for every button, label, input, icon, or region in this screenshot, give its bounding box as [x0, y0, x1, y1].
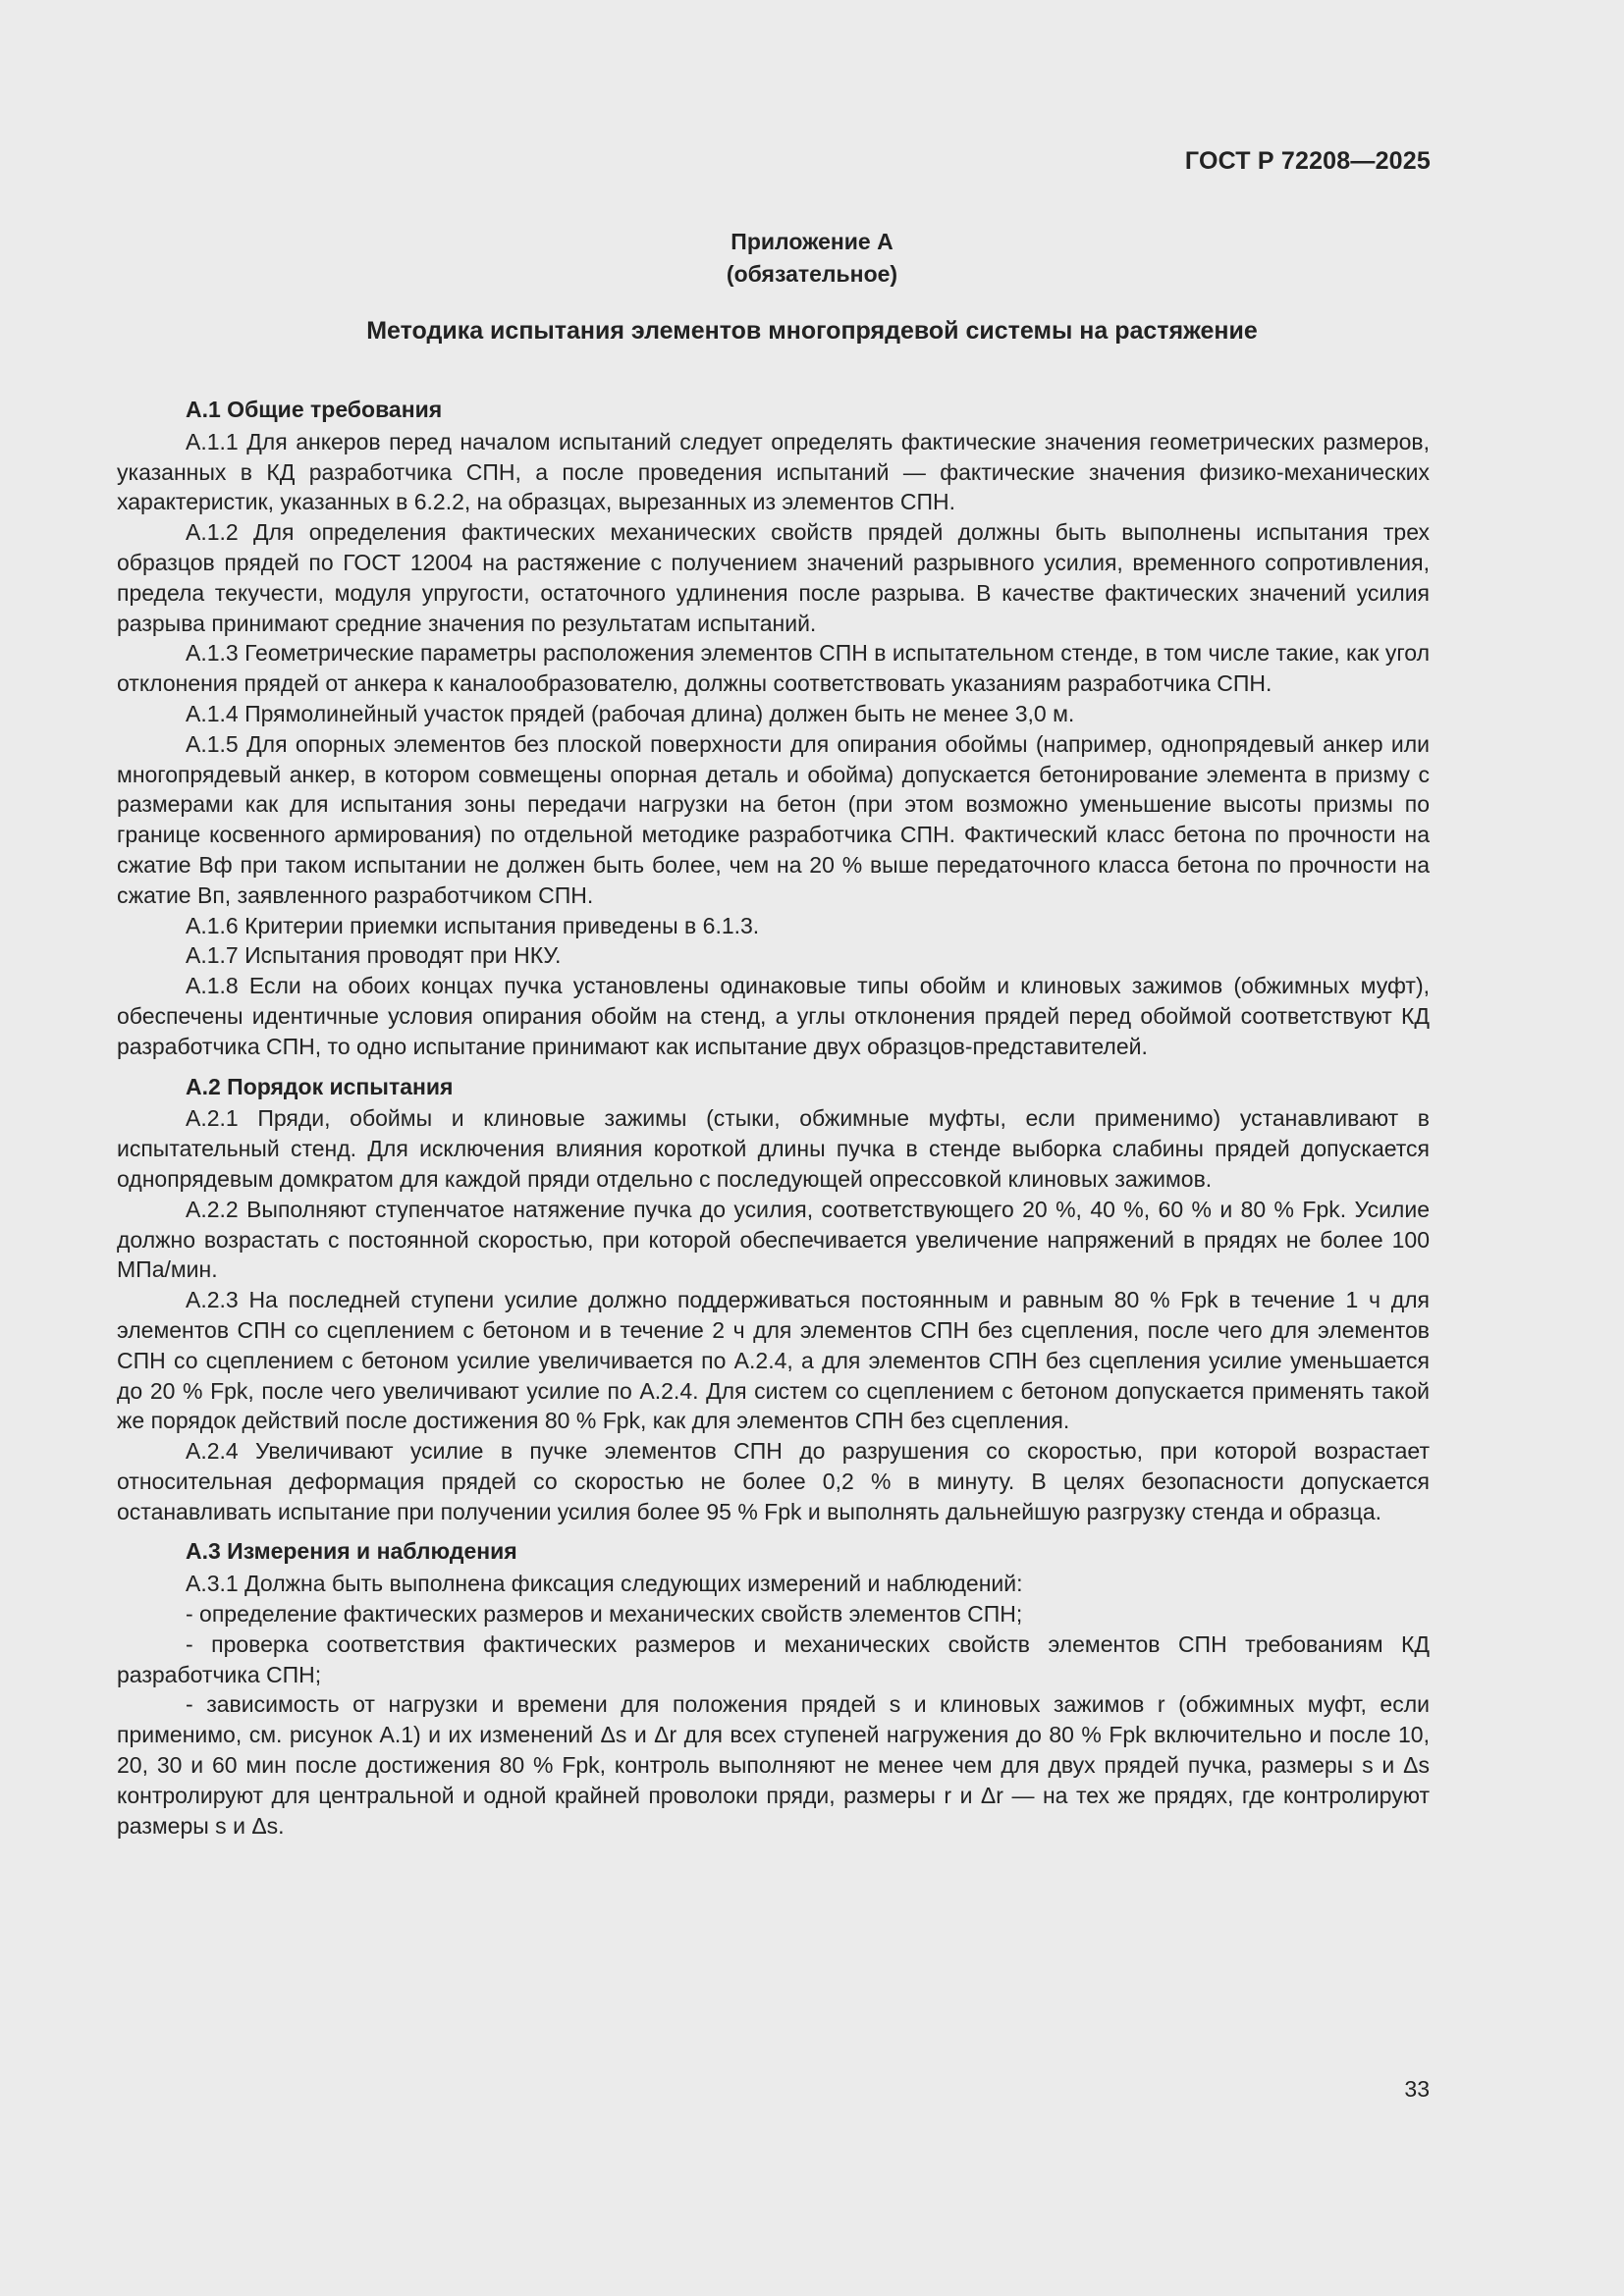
list-item: - проверка соответствия фактических размеров и механических свойств элементов СПН требованиям КД разработчика СПН; [117, 1630, 1430, 1687]
list-item: - определение фактических размеров и механических свойств элементов СПН; [186, 1601, 1023, 1628]
section-title: А.1 Общие требования [186, 397, 443, 422]
document-body [117, 395, 1430, 1844]
paragraph: А.1.7 Испытания проводят при НКУ. [186, 942, 562, 969]
paragraph: А.1.1 Для анкеров перед началом испытаний следует определять фактические значения геометрических размеров, указанных в КД разработчика СПН, а после проведения испытаний — фактические значения физико-механических характеристик, указанных в 6.2.2, на образцах, вырезанных из элементов СПН. [117, 428, 1430, 515]
paragraph: А.2.3 На последней ступени усилие должно поддерживаться постоянным и равным 80 % Fpk в течение 1 ч для элементов СПН со сцеплением с бетоном и в течение 2 ч для элементов СПН без сцепления, после чего для элементов СПН со сцеплением с бетоном усилие увеличивается по А.2.4, а для элементов СПН без сцепления усилие уменьшается до 20 % Fpk, после чего увеличивают усилие по А.2.4. Для систем со сцеплением с бетоном допускается применять такой же порядок действий после достижения 80 % Fpk, как для элементов СПН без сцепления. [117, 1287, 1430, 1434]
appendix-status: (обязательное) [726, 261, 898, 287]
paragraph: А.2.4 Увеличивают усилие в пучке элементов СПН до разрушения со скоростью, при которой возрастает относительная деформация прядей со скоростью не более 0,2 % в минуту. В целях безопасности допускается останавливать испытание при получении усилия более 95 % Fpk и выполнять дальнейшую разгрузку стенда и образца. [117, 1438, 1430, 1524]
section-general-requirements [117, 395, 1430, 1062]
appendix-heading [0, 226, 1624, 291]
paragraph: А.1.6 Критерии приемки испытания приведены в 6.1.3. [186, 912, 760, 938]
paragraph: А.1.2 Для определения фактических механических свойств прядей должны быть выполнены испытания трех образцов прядей по ГОСТ 12004 на растяжение с получением значений разрывного усилия, временного сопротивления, предела текучести, модуля упругости, остаточного удлинения после разрыва. В качестве фактических значений усилия разрыва принимают средние значения по результатам испытаний. [117, 519, 1430, 636]
paragraph: А.2.2 Выполняют ступенчатое натяжение пучка до усилия, соответствующего 20 %, 40 %, 60 % и 80 % Fpk. Усилие должно возрастать с постоянной скоростью, при которой обеспечивается увеличение напряжений в прядях не более 100 МПа/мин. [117, 1196, 1430, 1283]
paragraph: А.1.4 Прямолинейный участок прядей (рабочая длина) должен быть не менее 3,0 м. [186, 700, 1075, 726]
paragraph: А.1.5 Для опорных элементов без плоской поверхности для опирания обоймы (например, однопрядевый анкер или многопрядевый анкер, в котором совмещены опорная деталь и обойма) допускается бетонирование элемента в призму с размерами как для испытания зоны передачи нагрузки на бетон (при этом возможно уменьшение высоты призмы по границе косвенного армирования) по отдельной методике разработчика СПН. Фактический класс бетона по прочности на сжатие Вф при таком испытании не должен быть более, чем на 20 % выше передаточного класса бетона по прочности на сжатие Вп, заявленного разработчиком СПН. [117, 730, 1430, 908]
appendix-label: Приложение А [731, 229, 893, 254]
standard-designation: ГОСТ Р 72208—2025 [1184, 147, 1431, 175]
section-title: А.3 Измерения и наблюдения [186, 1538, 517, 1565]
section-title: А.2 Порядок испытания [186, 1073, 454, 1099]
paragraph: А.2.1 Пряди, обоймы и клиновые зажимы (стыки, обжимные муфты, если применимо) устанавливают в испытательный стенд. Для исключения влияния короткой длины пучка в стенде выборка слабины прядей допускается однопрядевым домкратом для каждой пряди отдельно с последующей опрессовкой клиновых зажимов. [117, 1105, 1430, 1192]
paragraph: А.1.8 Если на обоих концах пучка установлены одинаковые типы обойм и клиновых зажимов (обжимных муфт), обеспечены идентичные условия опирания обойм на стенд, а углы отклонения прядей перед обоймой соответствуют КД разработчика СПН, то одно испытание принимают как испытание двух образцов-представителей. [117, 973, 1430, 1059]
paragraph: А.3.1 Должна быть выполнена фиксация следующих измерений и наблюдений: [186, 1571, 1023, 1597]
appendix-title: Методика испытания элементов многопрядевой системы на растяжение [366, 317, 1258, 345]
section-measurements [117, 1536, 1430, 1841]
paragraph: А.1.3 Геометрические параметры расположения элементов СПН в испытательном стенде, в том числе такие, как угол отклонения прядей от анкера к каналообразователю, должны соответствовать указаниям разработчика СПН. [117, 640, 1430, 697]
list-item: - зависимость от нагрузки и времени для положения прядей s и клиновых зажимов r (обжимных муфт, если применимо, см. рисунок А.1) и их изменений Δs и Δr для всех ступеней нагружения до 80 % Fpk включительно и после 10, 20, 30 и 60 мин после достижения 80 % Fpk, контроль выполняют не менее чем для двух прядей пучка, размеры s и Δs контролируют для центральной и одной крайней проволоки пряди, размеры r и Δr — на тех же прядях, где контролируют размеры s и Δs. [117, 1691, 1430, 1839]
section-test-procedure [117, 1072, 1430, 1527]
page-number: 33 [1404, 2076, 1430, 2102]
